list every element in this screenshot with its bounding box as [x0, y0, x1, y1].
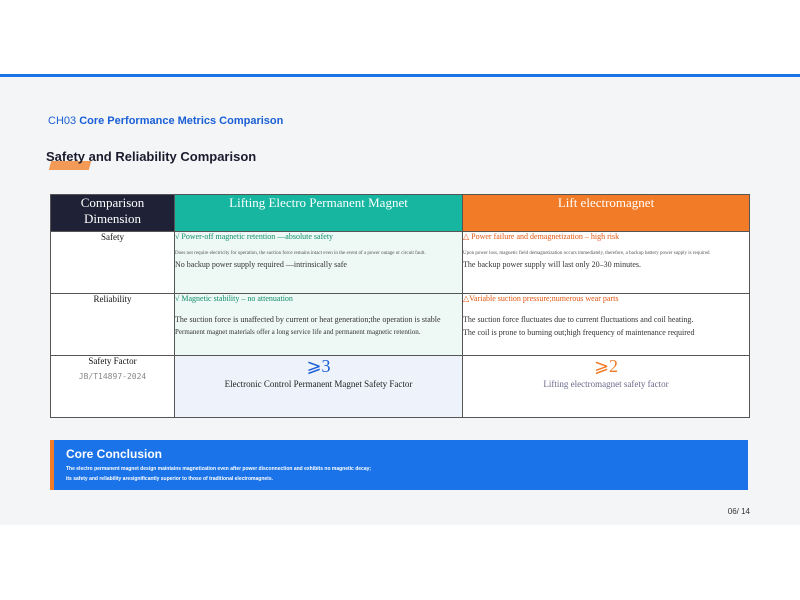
- conclusion-line-2: its safety and reliability aresignificantly superior to those of traditional electromagnets.: [66, 476, 273, 482]
- cell-em-safety-factor: [463, 356, 750, 418]
- conclusion-title: Core Conclusion: [66, 447, 163, 461]
- conclusion-box: [50, 440, 748, 490]
- em-safety-body: The backup power supply will last only 20–30 minutes.: [463, 260, 641, 269]
- epm-safety-detail: Does not require electricity for operation, the suction force remains intact even in the event of a power outage or circuit fault.: [175, 251, 426, 256]
- em-reliability-body-1: The suction force fluctuates due to current fluctuations and coil heating.: [463, 315, 694, 324]
- cell-epm-safety: [175, 232, 463, 294]
- row-label-reliability: Reliability: [51, 294, 175, 356]
- epm-reliability-body-1: The suction force is unaffected by current or heat generation;the operation is stable: [175, 315, 441, 324]
- epm-reliability-title: √ Magnetic stability – no attenuation: [175, 294, 293, 303]
- safety-factor-standard: JB/T14897-2024: [78, 372, 147, 381]
- em-reliability-body-2: The coil is prone to burning out;high frequency of maintenance required: [463, 328, 695, 337]
- cell-epm-safety-factor: [175, 356, 463, 418]
- epm-safety-factor-caption: Electronic Control Permanent Magnet Safety Factor: [224, 379, 413, 389]
- cell-em-reliability: [463, 294, 750, 356]
- comparison-table: [50, 194, 750, 418]
- header-dimension: Comparison Dimension: [51, 195, 175, 232]
- cell-em-safety: [463, 232, 750, 294]
- conclusion-line-1: The electro permanent magnet design maintains magnetization even after power disconnection and exhibits no magnetic decay;: [66, 466, 372, 472]
- epm-safety-factor-value: ⩾3: [306, 356, 331, 376]
- epm-safety-title: √ Power-off magnetic retention —absolute safety: [175, 232, 334, 241]
- page-number: 06/ 14: [727, 507, 750, 516]
- table-header-row: [51, 195, 750, 232]
- em-safety-factor-value: ⩾2: [593, 356, 619, 376]
- row-label-safety-factor: [51, 356, 175, 418]
- em-reliability-title: △Variable suction pressure;numerous wear parts: [463, 294, 619, 303]
- slide: [0, 74, 800, 525]
- chapter-label: [48, 115, 283, 127]
- epm-safety-body: No backup power supply required —intrinsically safe: [175, 260, 347, 269]
- table-row-reliability: [51, 294, 750, 356]
- em-safety-factor-caption: Lifting electromagnet safety factor: [543, 379, 669, 389]
- header-electromagnet: Lift electromagnet: [463, 195, 750, 232]
- em-safety-detail: Upon power loss, magnetic field demagnetization occurs immediately, therefore, a backup battery power supply is required: [463, 251, 710, 256]
- page-title: Safety and Reliability Comparison: [46, 149, 257, 164]
- safety-factor-label: Safety Factor: [88, 356, 137, 366]
- chapter-code: CH03: [48, 115, 77, 127]
- header-epm: Lifting Electro Permanent Magnet: [175, 195, 463, 232]
- epm-reliability-body-2: Permanent magnet materials offer a long service life and permanent magnetic retention.: [175, 328, 421, 336]
- table-row-safety: [51, 232, 750, 294]
- em-safety-title: △ Power failure and demagnetization – high risk: [463, 232, 620, 241]
- cell-epm-reliability: [175, 294, 463, 356]
- chapter-title: Core Performance Metrics Comparison: [79, 115, 284, 127]
- row-label-safety: Safety: [51, 232, 175, 294]
- heading-block: [46, 149, 256, 164]
- table-row-safety-factor: [51, 356, 750, 418]
